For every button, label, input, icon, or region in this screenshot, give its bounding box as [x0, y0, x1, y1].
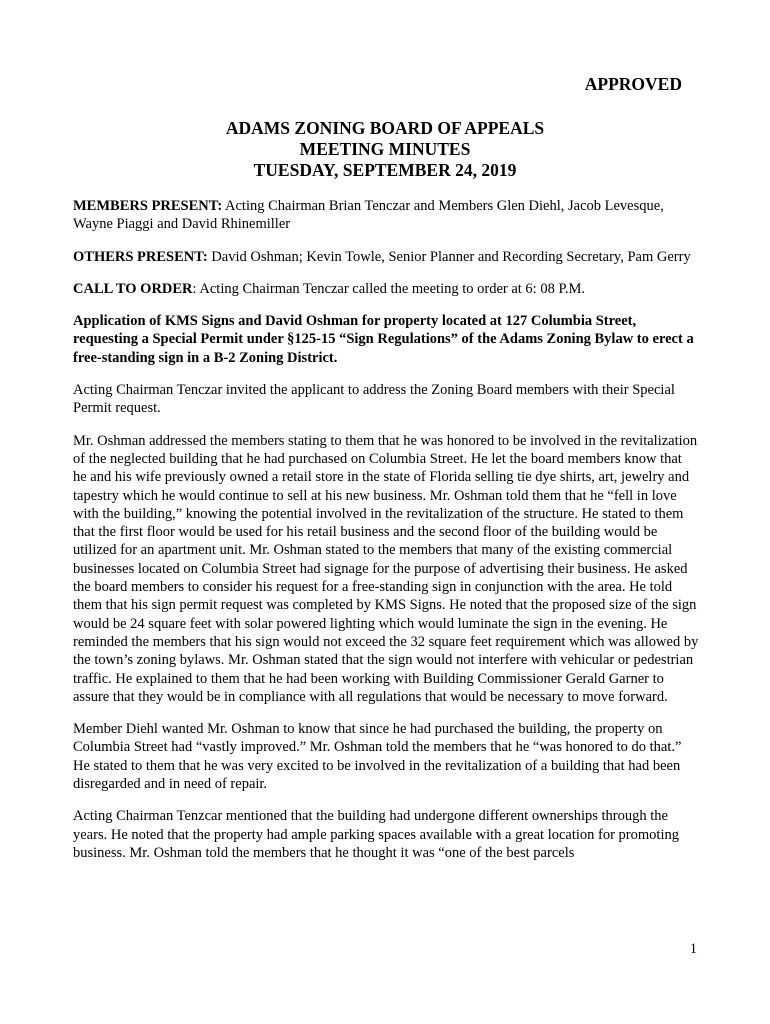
approved-stamp: APPROVED: [584, 74, 682, 94]
document-body: [73, 197, 699, 876]
members-present-label: MEMBERS PRESENT:: [73, 198, 223, 214]
title-line-board: ADAMS ZONING BOARD OF APPEALS: [225, 118, 545, 138]
document-title: [0, 118, 770, 181]
paragraph-diehl-comment: Member Diehl wanted Mr. Oshman to know that since he had purchased the building, the property on Columbia Street had “vastly improved.” Mr. Oshman told the members that he “was honored to do that.” He stated to them that he was very excited to be involved in the revitalization of a building that had been disregarded and in need of repair.: [73, 721, 682, 793]
paragraph-oshman-statement: Mr. Oshman addressed the members stating to them that he was honored to be involved in the revitalization of the neglected building that he had purchased on Columbia Street. He let the board members know that he and his wife previously owned a retail store in the state of Florida selling tie dye shirts, art, jewelry and tapestry which he would continue to sell at his new business. Mr. Oshman told them that he “fell in love with the building,” knowing the potential involved in the revitalization of the structure. He stated to them that the first floor would be used for his retail business and the second floor of the building would be utilized for an apartment unit. Mr. Oshman stated to the members that many of the existing commercial businesses located on Columbia Street had signage for the purpose of advertising their business. He asked the board members to consider his request for a free-standing sign in conjunction with the area. He told them that his sign permit request was completed by KMS Signs. He noted that the proposed size of the sign would be 24 square feet with solar powered lighting which would luminate the sign in the evening. He reminded the members that his sign would not exceed the 32 square feet requirement which was allowed by the town’s zoning bylaws. Mr. Oshman stated that the sign would not interfere with vehicular or pedestrian traffic. He explained to them that he had been working with Building Commissioner Gerald Garner to assure that they would be in compliance with all regulations that would be necessary to move forward.: [73, 432, 699, 705]
others-present-label: OTHERS PRESENT:: [73, 248, 208, 265]
paragraph-tenczar-comment: Acting Chairman Tenzcar mentioned that the building had undergone different ownerships through the years. He noted that the property had ample parking spaces available with a great location for promoting business. Mr. Oshman told the members that he thought it was “one of the best parcels: [73, 808, 679, 861]
call-to-order-paragraph: [73, 280, 699, 298]
page-number: 1: [689, 941, 697, 957]
call-to-order-text: : Acting Chairman Tenczar called the meeting to order at 6: 08 P.M.: [192, 280, 586, 297]
others-present-paragraph: [73, 248, 699, 266]
title-line-date: TUESDAY, SEPTEMBER 24, 2019: [253, 160, 517, 180]
call-to-order-label: CALL TO ORDER: [73, 280, 193, 297]
title-line-minutes: MEETING MINUTES: [299, 139, 471, 159]
paragraph-invitation: Acting Chairman Tenczar invited the applicant to address the Zoning Board members with their Special Permit request.: [73, 382, 675, 417]
members-present-paragraph: [73, 197, 699, 234]
others-present-text: David Oshman; Kevin Towle, Senior Planner and Recording Secretary, Pam Gerry: [207, 248, 691, 265]
application-heading: Application of KMS Signs and David Oshman for property located at 127 Columbia Street, requesting a Special Permit under §125-15 “Sign Regulations” of the Adams Zoning Bylaw to erect a free-standing sign in a B-2 Zoning District.: [73, 313, 694, 366]
members-present-text: Acting Chairman Brian Tenczar and Members Glen Diehl, Jacob Levesque, Wayne Piaggi and David Rhinemiller: [73, 198, 664, 233]
